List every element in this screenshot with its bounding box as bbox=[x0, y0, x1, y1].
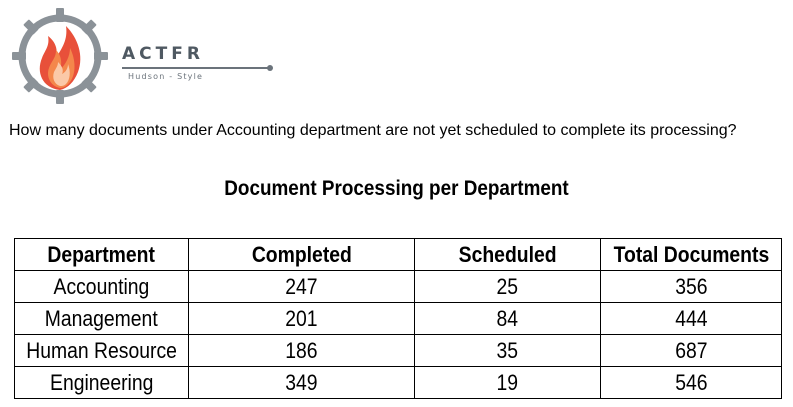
table-cell: Management bbox=[15, 303, 189, 335]
table-cell: Accounting bbox=[15, 271, 189, 303]
table-cell: 546 bbox=[601, 367, 782, 399]
table-cell: 186 bbox=[189, 335, 415, 367]
table-cell: 444 bbox=[601, 303, 782, 335]
table-row bbox=[15, 271, 782, 303]
table-cell: 356 bbox=[601, 271, 782, 303]
table-cell: 35 bbox=[415, 335, 601, 367]
table-cell: Human Resource bbox=[15, 335, 189, 367]
document-processing-table bbox=[14, 238, 782, 399]
question-text: How many documents under Accounting department are not yet scheduled to complete its processing? bbox=[9, 122, 737, 139]
header-cell: Department bbox=[15, 239, 189, 271]
table-cell: 247 bbox=[189, 271, 415, 303]
table-cell: 84 bbox=[415, 303, 601, 335]
header-cell: Scheduled bbox=[415, 239, 601, 271]
table-title: Document Processing per Department bbox=[224, 177, 569, 200]
gear-flame-icon bbox=[12, 8, 108, 104]
table-cell: 349 bbox=[189, 367, 415, 399]
brand-tagline: Hudson - Style bbox=[128, 72, 204, 81]
table-row bbox=[15, 335, 782, 367]
table-row bbox=[15, 367, 782, 399]
table-row bbox=[15, 303, 782, 335]
table-cell: 201 bbox=[189, 303, 415, 335]
brand-name: ACTFR bbox=[122, 44, 204, 64]
header-cell: Completed bbox=[189, 239, 415, 271]
table-cell: 19 bbox=[415, 367, 601, 399]
table-cell: 687 bbox=[601, 335, 782, 367]
table-cell: Engineering bbox=[15, 367, 189, 399]
brand-divider bbox=[122, 67, 270, 69]
header-cell: Total Documents bbox=[601, 239, 782, 271]
table-cell: 25 bbox=[415, 271, 601, 303]
brand-logo bbox=[12, 8, 272, 104]
table-header-row bbox=[15, 239, 782, 271]
